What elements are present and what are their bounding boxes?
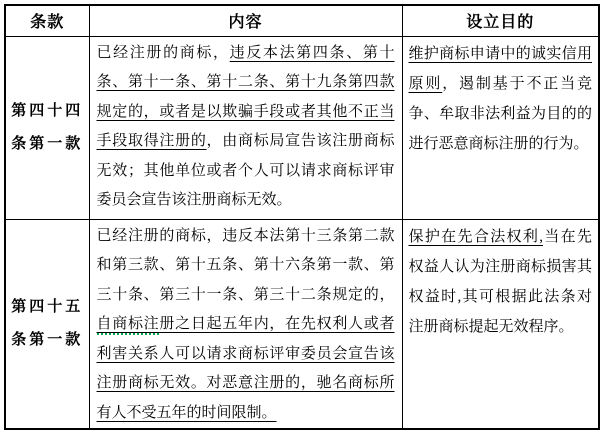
header-cell-clause: 条款 — [5, 5, 89, 36]
content-plain-text: 已经注册的商标，违反本法第十三条第二款和第三款、第十五条、第十六条第一款、第三十条、第三十一条、第三十二条规定的， — [96, 227, 395, 303]
clause-label-line1: 第四十五 — [11, 298, 84, 315]
clause-label-line2: 条第一款 — [11, 135, 84, 152]
purpose-plain-text: 当在先权益人认为注册商标损害其权益时,其可根据此法条对注册商标提起无效程序。 — [408, 228, 592, 335]
content-plain-text: 已经注册的商标， — [96, 44, 230, 61]
header-cell-purpose: 设立目的 — [402, 5, 599, 36]
clause-cell-article-44 — [5, 36, 89, 219]
content-underlined-text: 违反本法第四条、第十条、第十一条、第十二条、第十九条第四款规定的，或者是以欺骗手段或者其他不正当手段取得注册的 — [96, 44, 395, 149]
content-cell-article-45 — [89, 219, 402, 429]
table-row-article-44 — [5, 36, 599, 219]
purpose-cell-article-45 — [402, 219, 599, 429]
clause-cell-article-45 — [5, 219, 89, 429]
content-plain-text: ，由商标局宣告该注册商标无效；其他单位或者个人可以请求商标评审委员会宣告该注册商标无效。 — [96, 133, 395, 208]
grammar-squiggle-text: 自商标注 — [97, 316, 160, 335]
trademark-law-table — [4, 4, 600, 430]
purpose-cell-article-44 — [402, 36, 599, 219]
purpose-underlined-text: 保护在先合法权利, — [408, 228, 543, 245]
purpose-plain-text: ，遏制基于不正当竞争、牟取非法利益为目的的进行恶意商标注册的行为。 — [408, 75, 592, 152]
content-underlined-text — [97, 316, 395, 421]
header-cell-content: 内容 — [89, 5, 402, 36]
clause-label-line2: 条第一款 — [11, 331, 84, 348]
content-underlined-rest: 册之日起五年内，在先权利人或者利害关系人可以请求商标评审委员会宣告该注册商标无效。对恶意注册的，驰名商标所有人不受五年的时间限制。 — [96, 316, 395, 421]
clause-label-line1: 第四十四 — [11, 102, 84, 119]
table-row-article-45 — [5, 219, 599, 429]
table-header-row — [5, 5, 599, 36]
purpose-underlined-text: 维护商标申请中的诚实信用原则 — [408, 45, 592, 92]
content-cell-article-44 — [89, 36, 402, 219]
